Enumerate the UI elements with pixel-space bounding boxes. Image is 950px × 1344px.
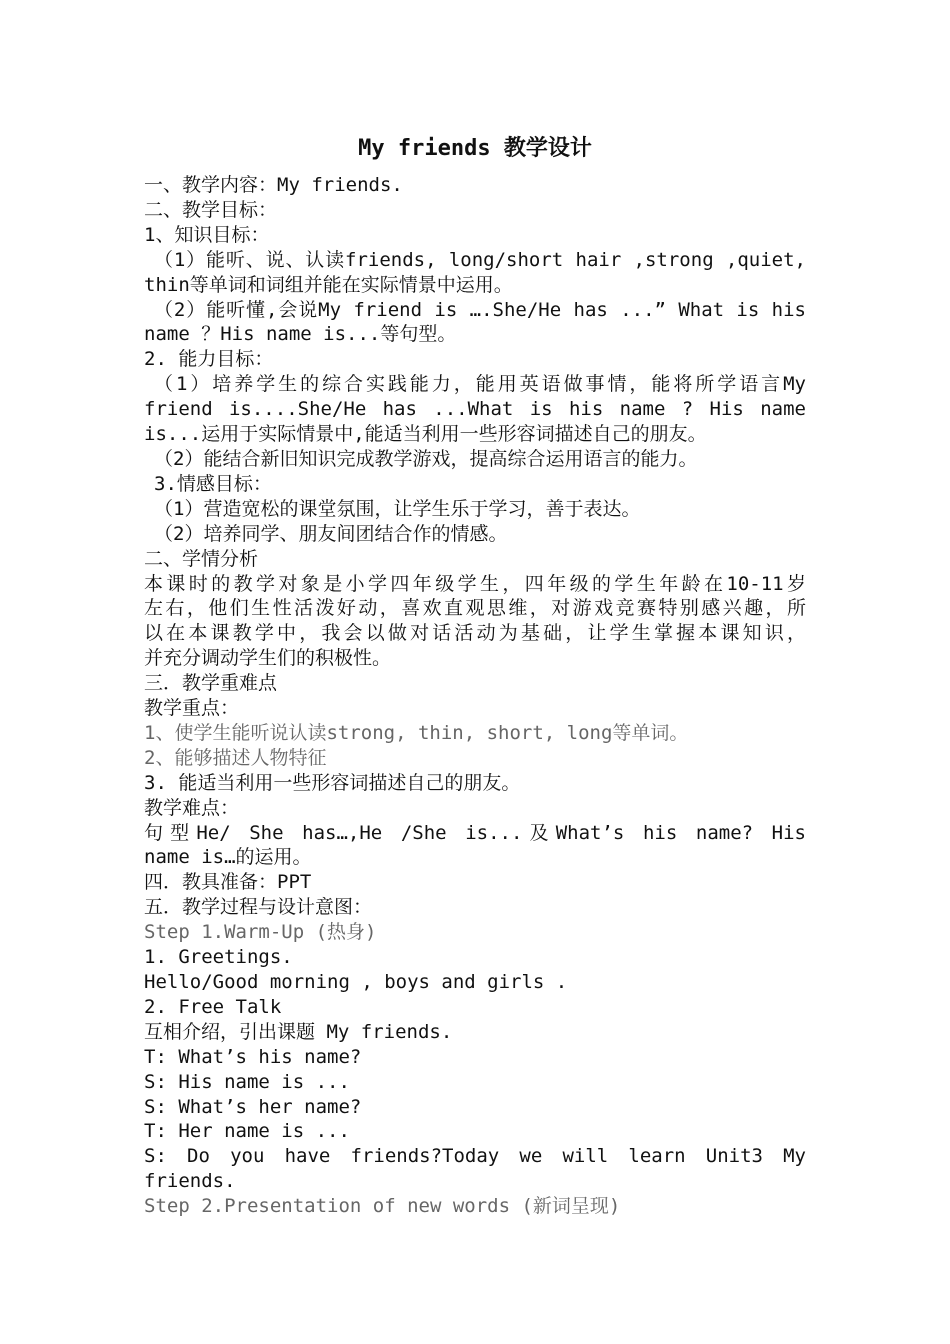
paragraph-line: （1）能听、说、认读friends, long/short hair ,strong ,quiet, xyxy=(154,248,806,271)
subsection-heading: 教学难点： xyxy=(144,796,240,819)
paragraph-line: （2）能结合新旧知识完成教学游戏，提高综合运用语言的能力。 xyxy=(154,447,698,470)
paragraph-line: name ？His name is...等句型。 xyxy=(144,323,457,346)
section-heading: 四．教具准备：PPT xyxy=(144,871,312,894)
dialogue-line: friends. xyxy=(144,1170,236,1193)
paragraph-line: （2）培养同学、朋友间团结合作的情感。 xyxy=(154,522,508,545)
paragraph-line: name is…的运用。 xyxy=(144,846,312,869)
paragraph-line: is...运用于实际情景中,能适当利用一些形容词描述自己的朋友。 xyxy=(144,423,707,446)
paragraph-line: friend is....She/He has ...What is his name ? His name xyxy=(144,398,806,421)
section-heading: 五．教学过程与设计意图： xyxy=(144,896,373,919)
step-heading: Step 2.Presentation of new words (新词呈现) xyxy=(144,1195,621,1218)
paragraph-line: （2）能听懂,会说My friend is ….She/He has ...” What is his xyxy=(154,298,806,321)
paragraph-line: 并充分调动学生们的积极性。 xyxy=(144,647,392,670)
subsection-heading: 教学重点： xyxy=(144,697,240,720)
subsection-heading: 1、知识目标： xyxy=(144,223,270,246)
subsection-heading: 2. 能力目标： xyxy=(144,348,274,371)
paragraph-line: 以在本课教学中，我会以做对话活动为基础，让学生掌握本课知识， xyxy=(144,622,806,645)
paragraph-line: （1）营造宽松的课堂氛围，让学生乐于学习，善于表达。 xyxy=(154,497,641,520)
dialogue-line: S: Do you have friends?Today we will learn Unit3 My xyxy=(144,1145,806,1168)
document-title: My friends 教学设计 xyxy=(358,136,592,161)
section-heading: 三．教学重难点 xyxy=(144,672,278,695)
dialogue-line: S: What’s her name? xyxy=(144,1095,362,1118)
section-heading: 二、教学目标： xyxy=(144,198,278,221)
paragraph-line: 本课时的教学对象是小学四年级学生，四年级的学生年龄在10-11岁 xyxy=(144,572,806,595)
list-item: 3. 能适当利用一些形容词描述自己的朋友。 xyxy=(144,771,521,794)
section-heading: 一、教学内容：My friends. xyxy=(144,174,403,196)
paragraph-line: Hello/Good morning , boys and girls . xyxy=(144,971,568,993)
paragraph-line: （1）培养学生的综合实践能力，能用英语做事情，能将所学语言My xyxy=(154,373,806,396)
paragraph-line: 互相介绍，引出课题 My friends. xyxy=(144,1020,453,1043)
paragraph-line: thin等单词和词组并能在实际情景中运用。 xyxy=(144,273,513,296)
document-body xyxy=(144,173,806,1219)
step-heading: Step 1.Warm-Up (热身) xyxy=(144,921,377,944)
section-heading: 二、学情分析 xyxy=(144,547,259,570)
subsection-heading: 3.情感目标： xyxy=(154,472,272,495)
paragraph-line: 句型He/ She has…,He /She is...及What’s his name? His xyxy=(144,821,806,844)
dialogue-line: T: Her name is ... xyxy=(144,1120,350,1143)
dialogue-line: T: What’s his name? xyxy=(144,1045,362,1068)
list-item: 2. Free Talk xyxy=(144,995,282,1018)
list-item: 1、使学生能听说认读strong, thin, short, long等单词。 xyxy=(144,721,689,744)
list-item: 2、能够描述人物特征 xyxy=(144,746,327,769)
list-item: 1. Greetings. xyxy=(144,946,293,969)
paragraph-line: 左右，他们生性活泼好动，喜欢直观思维，对游戏竞赛特别感兴趣，所 xyxy=(144,597,806,620)
dialogue-line: S: His name is ... xyxy=(144,1070,350,1093)
